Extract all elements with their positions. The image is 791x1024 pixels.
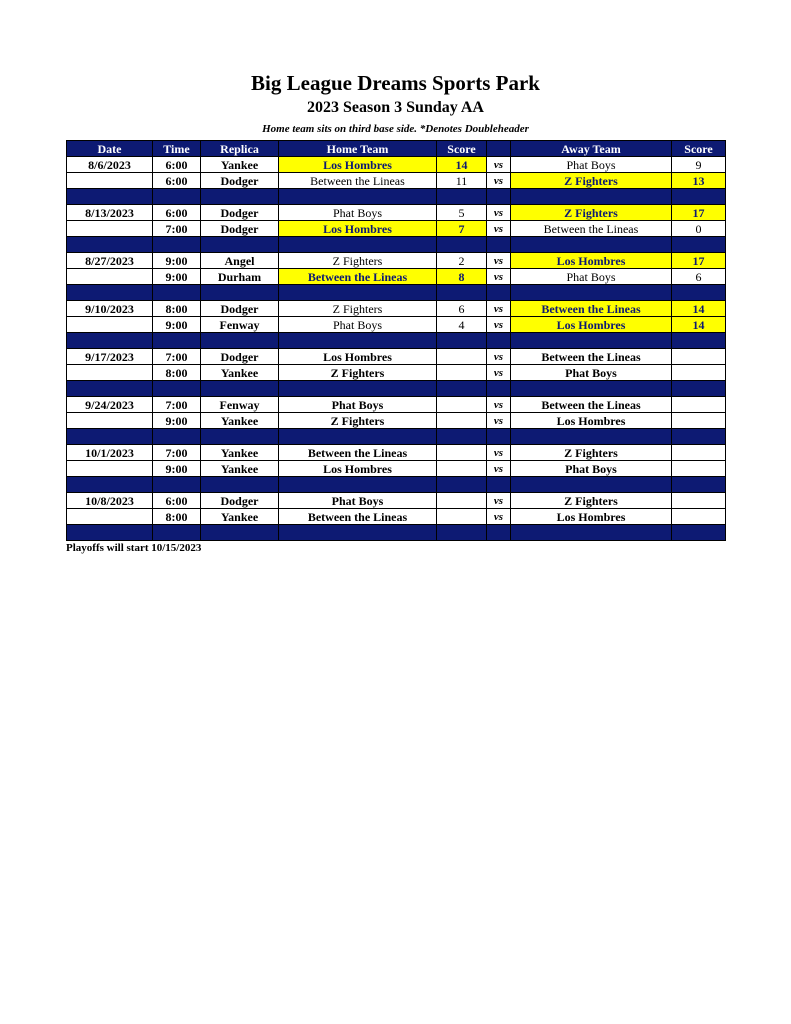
game-replica: Yankee — [201, 413, 279, 429]
schedule-body — [67, 157, 726, 541]
home-team: Phat Boys — [279, 397, 437, 413]
separator-cell — [437, 189, 487, 205]
away-score: 0 — [672, 221, 726, 237]
separator-cell — [672, 381, 726, 397]
separator-cell — [437, 429, 487, 445]
table-row — [67, 365, 726, 381]
game-date: 9/10/2023 — [67, 301, 153, 317]
page-title: Big League Dreams Sports Park — [251, 71, 540, 95]
separator-cell — [672, 237, 726, 253]
separator-cell — [201, 477, 279, 493]
week-separator — [67, 285, 726, 301]
game-replica: Yankee — [201, 509, 279, 525]
home-score: 14 — [437, 157, 487, 173]
table-row — [67, 157, 726, 173]
separator-cell — [153, 285, 201, 301]
game-date: 10/8/2023 — [67, 493, 153, 509]
separator-cell — [487, 429, 511, 445]
separator-cell — [672, 429, 726, 445]
away-team: Phat Boys — [511, 269, 672, 285]
separator-cell — [672, 285, 726, 301]
separator-cell — [67, 381, 153, 397]
game-replica: Yankee — [201, 461, 279, 477]
separator-cell — [153, 381, 201, 397]
versus-label: vs — [487, 301, 511, 317]
game-replica: Dodger — [201, 173, 279, 189]
home-team: Z Fighters — [279, 301, 437, 317]
away-team: Phat Boys — [511, 365, 672, 381]
game-replica: Dodger — [201, 301, 279, 317]
home-score: 7 — [437, 221, 487, 237]
versus-label: vs — [487, 221, 511, 237]
week-separator — [67, 189, 726, 205]
game-replica: Dodger — [201, 221, 279, 237]
away-team: Los Hombres — [511, 413, 672, 429]
game-time: 9:00 — [153, 317, 201, 333]
game-time: 7:00 — [153, 221, 201, 237]
home-score: 4 — [437, 317, 487, 333]
versus-label: vs — [487, 397, 511, 413]
playoffs-note: Playoffs will start 10/15/2023 — [66, 542, 202, 554]
home-score: 5 — [437, 205, 487, 221]
game-time: 6:00 — [153, 157, 201, 173]
separator-cell — [279, 477, 437, 493]
separator-cell — [511, 189, 672, 205]
game-date: 8/27/2023 — [67, 253, 153, 269]
versus-label: vs — [487, 461, 511, 477]
week-separator — [67, 429, 726, 445]
separator-cell — [437, 333, 487, 349]
separator-cell — [153, 237, 201, 253]
game-date: 9/24/2023 — [67, 397, 153, 413]
table-row — [67, 349, 726, 365]
separator-cell — [437, 237, 487, 253]
game-time: 8:00 — [153, 509, 201, 525]
separator-cell — [672, 333, 726, 349]
game-replica: Yankee — [201, 157, 279, 173]
game-time: 9:00 — [153, 269, 201, 285]
game-replica: Yankee — [201, 445, 279, 461]
game-time: 6:00 — [153, 173, 201, 189]
separator-cell — [487, 237, 511, 253]
separator-cell — [487, 333, 511, 349]
away-team: Phat Boys — [511, 157, 672, 173]
table-row — [67, 317, 726, 333]
away-score — [672, 509, 726, 525]
separator-cell — [279, 285, 437, 301]
versus-label: vs — [487, 205, 511, 221]
game-replica: Yankee — [201, 365, 279, 381]
separator-cell — [153, 333, 201, 349]
table-row — [67, 413, 726, 429]
game-replica: Angel — [201, 253, 279, 269]
table-row — [67, 301, 726, 317]
game-date — [67, 317, 153, 333]
table-row — [67, 509, 726, 525]
home-score — [437, 509, 487, 525]
game-time: 7:00 — [153, 349, 201, 365]
away-score — [672, 413, 726, 429]
home-team: Phat Boys — [279, 493, 437, 509]
table-row — [67, 397, 726, 413]
game-replica: Dodger — [201, 493, 279, 509]
separator-cell — [67, 189, 153, 205]
table-row — [67, 461, 726, 477]
game-time: 7:00 — [153, 445, 201, 461]
home-score — [437, 397, 487, 413]
game-date — [67, 269, 153, 285]
away-team: Between the Lineas — [511, 221, 672, 237]
home-team: Z Fighters — [279, 413, 437, 429]
away-score: 13 — [672, 173, 726, 189]
away-score — [672, 349, 726, 365]
game-time: 6:00 — [153, 205, 201, 221]
separator-cell — [201, 285, 279, 301]
home-score — [437, 461, 487, 477]
week-separator — [67, 477, 726, 493]
away-team: Between the Lineas — [511, 397, 672, 413]
game-date — [67, 413, 153, 429]
separator-cell — [487, 285, 511, 301]
versus-label: vs — [487, 317, 511, 333]
versus-label: vs — [487, 349, 511, 365]
away-team: Los Hombres — [511, 317, 672, 333]
separator-cell — [487, 525, 511, 541]
separator-cell — [487, 189, 511, 205]
column-header-away-score: Score — [672, 141, 726, 157]
game-date — [67, 461, 153, 477]
versus-label: vs — [487, 445, 511, 461]
home-team: Z Fighters — [279, 365, 437, 381]
table-row — [67, 269, 726, 285]
table-row — [67, 205, 726, 221]
separator-cell — [67, 333, 153, 349]
separator-cell — [153, 429, 201, 445]
away-score: 17 — [672, 253, 726, 269]
separator-cell — [67, 525, 153, 541]
separator-cell — [153, 189, 201, 205]
separator-cell — [279, 429, 437, 445]
separator-cell — [201, 189, 279, 205]
game-date — [67, 509, 153, 525]
table-row — [67, 221, 726, 237]
game-replica: Dodger — [201, 205, 279, 221]
separator-cell — [437, 477, 487, 493]
home-team: Phat Boys — [279, 317, 437, 333]
game-replica: Fenway — [201, 317, 279, 333]
versus-label: vs — [487, 413, 511, 429]
game-time: 9:00 — [153, 253, 201, 269]
separator-cell — [279, 381, 437, 397]
home-team: Z Fighters — [279, 253, 437, 269]
game-replica: Durham — [201, 269, 279, 285]
away-score — [672, 365, 726, 381]
separator-cell — [672, 189, 726, 205]
separator-cell — [511, 333, 672, 349]
separator-cell — [437, 381, 487, 397]
away-score: 14 — [672, 301, 726, 317]
away-score — [672, 461, 726, 477]
versus-label: vs — [487, 253, 511, 269]
separator-cell — [279, 189, 437, 205]
separator-cell — [67, 429, 153, 445]
versus-label: vs — [487, 509, 511, 525]
column-header-vs — [487, 141, 511, 157]
versus-label: vs — [487, 157, 511, 173]
home-score: 2 — [437, 253, 487, 269]
separator-cell — [487, 477, 511, 493]
separator-cell — [201, 237, 279, 253]
separator-cell — [201, 429, 279, 445]
separator-cell — [67, 237, 153, 253]
separator-cell — [67, 285, 153, 301]
home-score — [437, 365, 487, 381]
game-time: 6:00 — [153, 493, 201, 509]
schedule-note: Home team sits on third base side. *Denotes Doubleheader — [262, 123, 529, 135]
column-header-away-team: Away Team — [511, 141, 672, 157]
game-date — [67, 365, 153, 381]
home-team: Between the Lineas — [279, 509, 437, 525]
separator-cell — [511, 285, 672, 301]
home-team: Los Hombres — [279, 157, 437, 173]
game-time: 9:00 — [153, 413, 201, 429]
home-score — [437, 349, 487, 365]
home-score: 6 — [437, 301, 487, 317]
away-team: Z Fighters — [511, 205, 672, 221]
week-separator — [67, 237, 726, 253]
away-team: Los Hombres — [511, 509, 672, 525]
separator-cell — [511, 237, 672, 253]
versus-label: vs — [487, 493, 511, 509]
week-separator — [67, 381, 726, 397]
away-score — [672, 493, 726, 509]
away-team: Between the Lineas — [511, 301, 672, 317]
away-score: 17 — [672, 205, 726, 221]
versus-label: vs — [487, 365, 511, 381]
table-row — [67, 173, 726, 189]
home-score — [437, 445, 487, 461]
game-date — [67, 173, 153, 189]
separator-cell — [67, 477, 153, 493]
home-score — [437, 413, 487, 429]
versus-label: vs — [487, 269, 511, 285]
home-team: Between the Lineas — [279, 269, 437, 285]
away-team: Phat Boys — [511, 461, 672, 477]
away-team: Z Fighters — [511, 173, 672, 189]
column-header-home-team: Home Team — [279, 141, 437, 157]
separator-cell — [279, 525, 437, 541]
separator-cell — [153, 477, 201, 493]
page-subtitle: 2023 Season 3 Sunday AA — [307, 99, 484, 116]
column-header-replica: Replica — [201, 141, 279, 157]
separator-cell — [153, 525, 201, 541]
away-score: 14 — [672, 317, 726, 333]
away-team: Z Fighters — [511, 493, 672, 509]
separator-cell — [201, 525, 279, 541]
column-header-time: Time — [153, 141, 201, 157]
schedule-table — [66, 140, 726, 541]
column-header-date: Date — [67, 141, 153, 157]
separator-cell — [279, 237, 437, 253]
separator-cell — [487, 381, 511, 397]
away-team: Los Hombres — [511, 253, 672, 269]
separator-cell — [201, 333, 279, 349]
separator-cell — [437, 285, 487, 301]
away-team: Between the Lineas — [511, 349, 672, 365]
week-separator — [67, 525, 726, 541]
game-date: 10/1/2023 — [67, 445, 153, 461]
away-team: Z Fighters — [511, 445, 672, 461]
game-replica: Dodger — [201, 349, 279, 365]
away-score — [672, 397, 726, 413]
home-team: Los Hombres — [279, 221, 437, 237]
home-team: Los Hombres — [279, 349, 437, 365]
game-date: 8/6/2023 — [67, 157, 153, 173]
separator-cell — [511, 429, 672, 445]
table-row — [67, 445, 726, 461]
away-score: 9 — [672, 157, 726, 173]
separator-cell — [511, 525, 672, 541]
column-header-home-score: Score — [437, 141, 487, 157]
home-team: Between the Lineas — [279, 445, 437, 461]
game-time: 8:00 — [153, 301, 201, 317]
game-date: 8/13/2023 — [67, 205, 153, 221]
separator-cell — [511, 477, 672, 493]
separator-cell — [279, 333, 437, 349]
game-replica: Fenway — [201, 397, 279, 413]
separator-cell — [201, 381, 279, 397]
separator-cell — [511, 381, 672, 397]
home-team: Between the Lineas — [279, 173, 437, 189]
home-score: 11 — [437, 173, 487, 189]
game-date — [67, 221, 153, 237]
away-score — [672, 445, 726, 461]
game-time: 7:00 — [153, 397, 201, 413]
game-date: 9/17/2023 — [67, 349, 153, 365]
game-time: 8:00 — [153, 365, 201, 381]
table-header-row — [67, 141, 726, 157]
separator-cell — [437, 525, 487, 541]
home-score: 8 — [437, 269, 487, 285]
home-team: Los Hombres — [279, 461, 437, 477]
separator-cell — [672, 477, 726, 493]
table-row — [67, 253, 726, 269]
home-score — [437, 493, 487, 509]
separator-cell — [672, 525, 726, 541]
table-row — [67, 493, 726, 509]
week-separator — [67, 333, 726, 349]
game-time: 9:00 — [153, 461, 201, 477]
versus-label: vs — [487, 173, 511, 189]
home-team: Phat Boys — [279, 205, 437, 221]
away-score: 6 — [672, 269, 726, 285]
